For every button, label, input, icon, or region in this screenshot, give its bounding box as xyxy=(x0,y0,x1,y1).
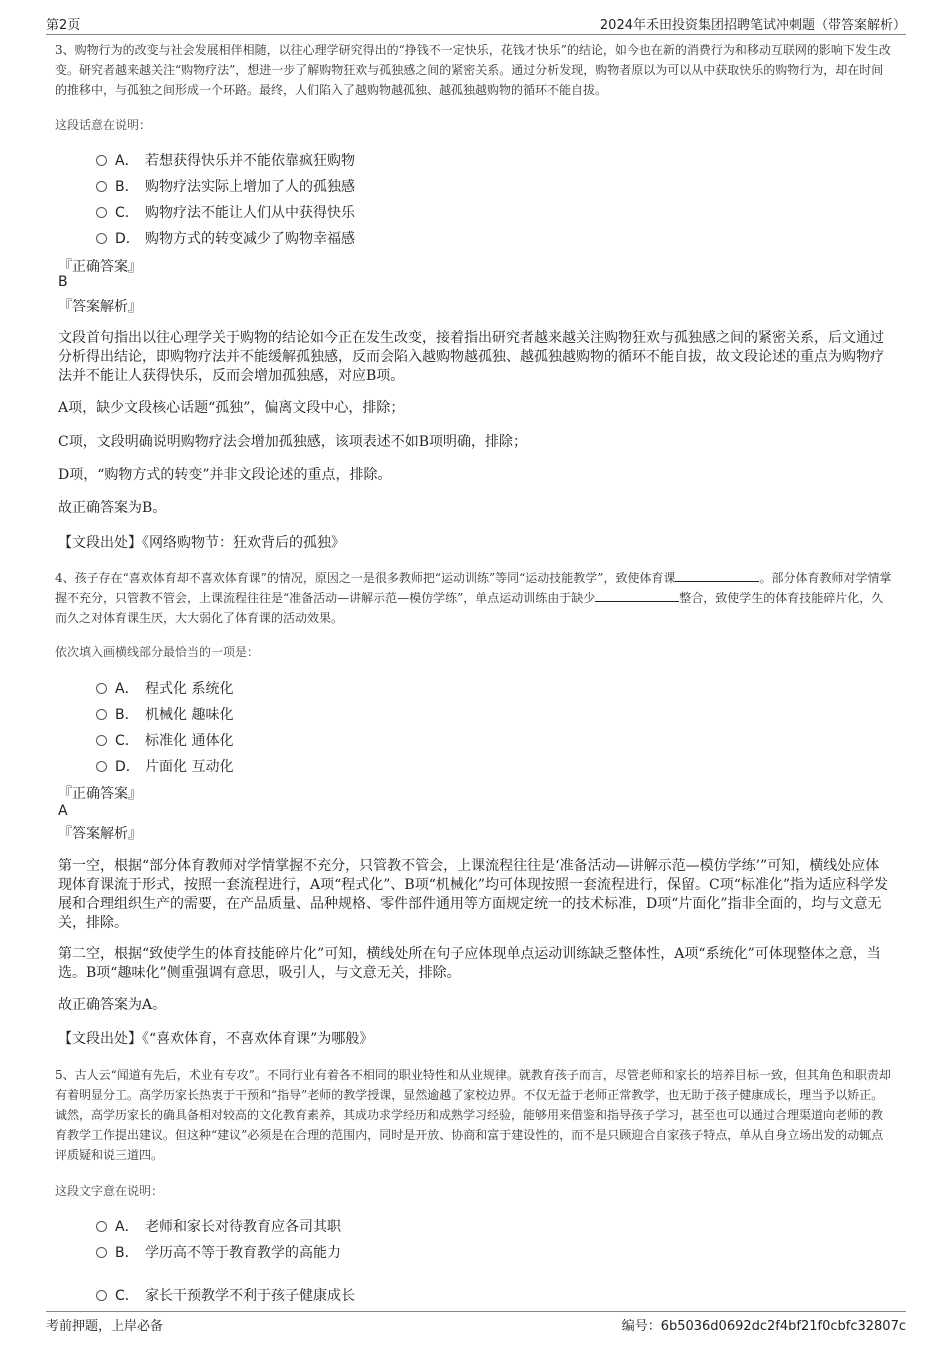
q4-analysis-para: 故正确答案为A。 xyxy=(58,997,167,1013)
q4-analysis-para: 第一空，根据“部分体育教师对学情掌握不充分，只管教不管会，上课流程往往是‘准备活动—讲解示范—模仿学练’”可知，横线处应体现体育课流于形式，按照一套流程进行，A项“程式化”、B项“机械化”均可体现按照一套流程进行，保留。C项“标准化”指为适应科学发展和合理组织生产的需要，在产品质量、品种规格、零件部件通用等方面规定统一的技术标准，D项“片面化”指非全面的，均与文意无关，排除。 xyxy=(58,858,889,931)
q3-option-d[interactable]: D． 购物方式的转变减少了购物幸福感 xyxy=(96,228,355,248)
radio-icon[interactable] xyxy=(96,1247,107,1258)
radio-icon[interactable] xyxy=(96,155,107,166)
q3-analysis-para: C项，文段明确说明购物疗法会增加孤独感，该项表述不如B项明确，排除； xyxy=(58,434,527,450)
q3-source: 【文段出处】《网络购物节：狂欢背后的孤独》 xyxy=(58,535,345,551)
q5-option-c[interactable]: C． 家长干预教学不利于孩子健康成长 xyxy=(96,1285,355,1305)
radio-icon[interactable] xyxy=(96,233,107,244)
q4-answer: A xyxy=(58,803,68,819)
q4-source: 【文段出处】《“喜欢体育，不喜欢体育课”为哪般》 xyxy=(58,1031,374,1047)
footer-slogan: 考前押题，上岸必备 xyxy=(46,1319,164,1334)
q3-analysis-para: 故正确答案为B。 xyxy=(58,500,167,516)
q3-option-c[interactable]: C． 购物疗法不能让人们从中获得快乐 xyxy=(96,202,355,222)
fill-blank xyxy=(595,589,679,602)
q5-option-b[interactable]: B． 学历高不等于教育教学的高能力 xyxy=(96,1242,341,1262)
q4-analysis-para: 第二空，根据“致使学生的体育技能碎片化”可知，横线处所在句子应体现单点运动训练缺乏整体性，A项“系统化”可体现整体之意，当选。B项“趣味化”侧重强调有意思，吸引人，与文意无关，排除。 xyxy=(58,946,881,981)
question-3-lead: 这段话意在说明： xyxy=(55,118,152,132)
q3-analysis-para: A项，缺少文段核心话题“孤独”，偏离文段中心，排除； xyxy=(58,400,405,416)
q4-analysis-label: 『答案解析』 xyxy=(58,826,142,842)
question-5-text: 5、古人云“闻道有先后，术业有专攻”。不同行业有着各不相同的职业特性和从业规律。就教育孩子而言，尽管老师和家长的培养目标一致，但其角色和职责却有着明显分工。高学历家长热衷于干预和“指导”老师的教学授课，显然逾越了家校边界。不仅无益于老师正常教学，也无助于孩子健康成长，理当予以矫正。诚然，高学历家长的确具备相对较高的文化教育素养，其成功求学经历和成熟学习经验，能够用来借鉴和指导孩子学习，甚至也可以通过合理渠道向老师的教育教学工作提出建议。但这种“建议”必须是在合理的范围内，同时是开放、协商和富于建设性的，而不是只顾迎合自家孩子特点，单从自身立场出发的动辄点评质疑和说三道四。 xyxy=(55,1068,891,1162)
q4-answer-label: 『正确答案』 xyxy=(58,786,142,802)
q4-option-d[interactable]: D． 片面化 互动化 xyxy=(96,756,233,776)
document-code: 编号：6b5036d0692dc2f4bf21f0cbfc32807c xyxy=(621,1319,906,1334)
q4-option-a[interactable]: A． 程式化 系统化 xyxy=(96,678,233,698)
q3-analysis-para: 文段首句指出以往心理学关于购物的结论如今正在发生改变，接着指出研究者越来越关注购物狂欢与孤独感之间的紧密关系，后文通过分析得出结论，即购物疗法并不能缓解孤独感，反而会陷入越购物越孤独、越孤独越购物的循环不能自拔，故文段论述的重点为购物疗法并不能让人获得快乐，反而会增加孤独感，对应B项。 xyxy=(58,330,884,384)
radio-icon[interactable] xyxy=(96,1290,107,1301)
q4-option-c[interactable]: C． 标准化 通体化 xyxy=(96,730,233,750)
question-5-lead: 这段文字意在说明： xyxy=(55,1184,164,1198)
radio-icon[interactable] xyxy=(96,1221,107,1232)
q3-analysis-label: 『答案解析』 xyxy=(58,299,142,315)
q3-answer-label: 『正确答案』 xyxy=(58,259,142,275)
question-3-text: 3、购物行为的改变与社会发展相伴相随，以往心理学研究得出的“挣钱不一定快乐，花钱才快乐”的结论，如今也在新的消费行为和移动互联网的影响下发生改变。研究者越来越关注“购物疗法”，想进一步了解购物狂欢与孤独感之间的紧密关系。通过分析发现，购物者原以为可以从中获取快乐的购物行为，却在时间的推移中，与孤独之间形成一个环路。最终，人们陷入了越购物越孤独、越孤独越购物的循环不能自拔。 xyxy=(55,43,891,97)
page-number: 第2页 xyxy=(46,18,81,33)
q3-option-b[interactable]: B． 购物疗法实际上增加了人的孤独感 xyxy=(96,176,355,196)
q3-option-a[interactable]: A． 若想获得快乐并不能依靠疯狂购物 xyxy=(96,150,355,170)
q4-option-b[interactable]: B． 机械化 趣味化 xyxy=(96,704,233,724)
radio-icon[interactable] xyxy=(96,207,107,218)
question-4-text: 4、孩子存在“喜欢体育却不喜欢体育课”的情况，原因之一是很多教师把“运动训练”等同“运动技能教学”，致使体育课 。部分体育教师对学情掌握不充分，只管教不管会，上课流程往往是“准备活动—讲解示范—模仿学练”，单点运动训练由于缺少 整合，致使学生的体育技能碎片化，久而久之对体育课生厌，大大弱化了体育课的活动效果。 xyxy=(55,571,892,625)
q3-analysis-para: D项，“购物方式的转变”并非文段论述的重点，排除。 xyxy=(58,467,392,483)
radio-icon[interactable] xyxy=(96,709,107,720)
question-4-lead: 依次填入画横线部分最恰当的一项是： xyxy=(55,645,260,659)
radio-icon[interactable] xyxy=(96,735,107,746)
page-header xyxy=(46,12,906,35)
q5-option-a[interactable]: A． 老师和家长对待教育应各司其职 xyxy=(96,1216,341,1236)
fill-blank xyxy=(675,569,759,582)
radio-icon[interactable] xyxy=(96,683,107,694)
document-title: 2024年禾田投资集团招聘笔试冲刺题（带答案解析） xyxy=(599,18,906,33)
page-footer xyxy=(46,1311,906,1334)
q3-answer: B xyxy=(58,274,68,290)
radio-icon[interactable] xyxy=(96,761,107,772)
radio-icon[interactable] xyxy=(96,181,107,192)
